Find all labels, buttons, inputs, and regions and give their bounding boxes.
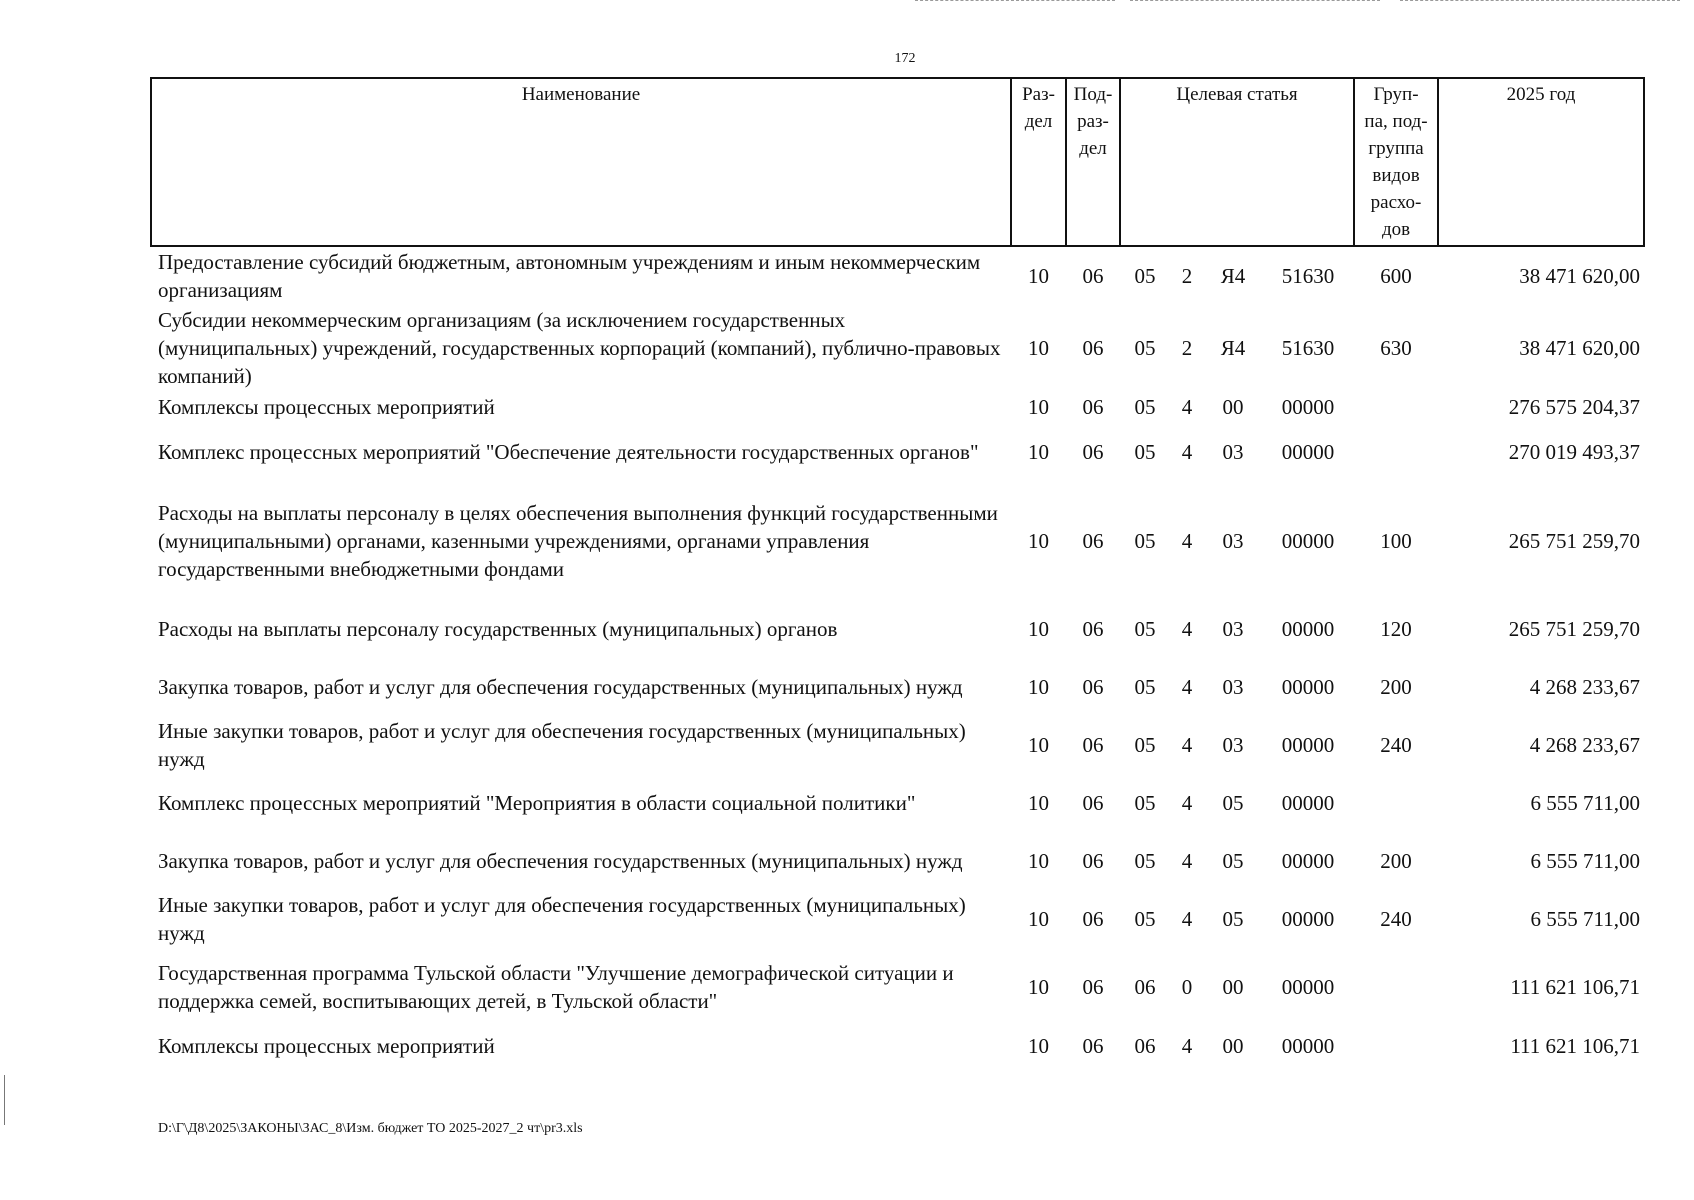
table-row (151, 890, 1644, 948)
row-target-direction: 00000 (1281, 791, 1335, 815)
row-target-program: 05 (1134, 336, 1156, 360)
row-name: Субсидии некоммерческим организациям (за исключением государственных (муниципальных) учреждений, государственных корпораций (компаний), публично-правовых компаний) (158, 308, 1001, 388)
row-target-event: 03 (1222, 675, 1244, 699)
header-target-article: Целевая статья (1120, 78, 1354, 246)
row-target-program: 06 (1134, 1034, 1156, 1058)
row-expense-group (1354, 1026, 1438, 1066)
row-amount: 265 751 259,70 (1508, 529, 1641, 553)
scan-margin-line (4, 1075, 5, 1125)
row-podrazdel: 06 (1082, 440, 1104, 464)
row-target-type: 2 (1181, 336, 1193, 360)
header-razdel: Раз- дел (1011, 78, 1066, 246)
row-target-direction: 00000 (1281, 440, 1335, 464)
row-target-type: 4 (1181, 1034, 1193, 1058)
header-podrazdel: Под- раз- дел (1066, 78, 1120, 246)
row-target-event: 05 (1222, 791, 1244, 815)
row-target-event: 03 (1222, 617, 1244, 641)
row-razdel: 10 (1028, 791, 1049, 815)
row-target-direction: 00000 (1281, 1034, 1335, 1058)
row-target-type: 4 (1181, 733, 1193, 757)
row-target-event: 03 (1222, 529, 1244, 553)
row-target-event: 05 (1222, 907, 1244, 931)
row-podrazdel: 06 (1082, 791, 1104, 815)
row-target-event: 00 (1222, 395, 1244, 419)
row-target-program: 05 (1134, 849, 1156, 873)
budget-table (150, 77, 1645, 1066)
row-podrazdel: 06 (1082, 849, 1104, 873)
row-amount: 6 555 711,00 (1530, 849, 1641, 873)
row-razdel: 10 (1028, 907, 1049, 931)
row-expense-group (1354, 948, 1438, 1026)
row-target-type: 4 (1181, 849, 1193, 873)
row-razdel: 10 (1028, 263, 1049, 288)
row-target-program: 05 (1134, 263, 1156, 288)
table-row (151, 774, 1644, 832)
table-row (151, 832, 1644, 890)
row-expense-group: 240 (1380, 907, 1412, 931)
row-target-event: Я4 (1220, 263, 1246, 288)
row-amount: 38 471 620,00 (1519, 336, 1641, 360)
row-amount: 111 621 106,71 (1510, 975, 1641, 999)
row-expense-group (1354, 774, 1438, 832)
table-row (151, 716, 1644, 774)
row-target-direction: 51630 (1281, 263, 1335, 288)
row-name: Закупка товаров, работ и услуг для обеспечения государственных (муниципальных) нужд (158, 675, 963, 699)
table-row (151, 600, 1644, 658)
row-target-event: 00 (1222, 1034, 1244, 1058)
row-expense-group: 120 (1380, 617, 1412, 641)
row-amount: 4 268 233,67 (1529, 675, 1641, 699)
row-amount: 265 751 259,70 (1508, 617, 1641, 641)
row-amount: 4 268 233,67 (1529, 733, 1641, 757)
row-razdel: 10 (1028, 675, 1049, 699)
row-target-program: 05 (1134, 617, 1156, 641)
row-razdel: 10 (1028, 440, 1049, 464)
row-amount: 6 555 711,00 (1530, 791, 1641, 815)
row-target-direction: 00000 (1281, 395, 1335, 419)
table-row (151, 246, 1644, 304)
row-name: Предоставление субсидий бюджетным, автономным учреждениям и иным некоммерческим организациям (158, 249, 981, 302)
row-target-program: 05 (1134, 733, 1156, 757)
row-name: Комплексы процессных мероприятий (158, 395, 495, 419)
row-expense-group: 240 (1380, 733, 1412, 757)
row-name: Расходы на выплаты персоналу государственных (муниципальных) органов (158, 617, 838, 641)
scan-artifact (915, 0, 1115, 2)
row-name: Иные закупки товаров, работ и услуг для обеспечения государственных (муниципальных) нужд (158, 893, 966, 945)
row-target-program: 05 (1134, 675, 1156, 699)
row-razdel: 10 (1028, 733, 1049, 757)
row-expense-group: 200 (1380, 675, 1412, 699)
row-podrazdel: 06 (1082, 1034, 1104, 1058)
row-name: Комплекс процессных мероприятий "Мероприятия в области социальной политики" (158, 791, 916, 815)
row-expense-group: 630 (1380, 336, 1412, 360)
row-podrazdel: 06 (1082, 263, 1104, 288)
row-razdel: 10 (1028, 1034, 1049, 1058)
row-name: Комплекс процессных мероприятий "Обеспечение деятельности государственных органов" (158, 440, 979, 464)
row-target-event: 03 (1222, 440, 1244, 464)
table-row (151, 948, 1644, 1026)
row-target-type: 4 (1181, 529, 1193, 553)
row-amount: 111 621 106,71 (1510, 1034, 1641, 1058)
table-row (151, 422, 1644, 482)
row-razdel: 10 (1028, 975, 1049, 999)
row-target-direction: 00000 (1281, 907, 1335, 931)
row-amount: 38 471 620,00 (1519, 263, 1641, 288)
row-target-type: 4 (1181, 440, 1193, 464)
row-target-program: 05 (1134, 791, 1156, 815)
row-expense-group (1354, 392, 1438, 422)
scan-artifact (1130, 0, 1380, 2)
row-target-direction: 00000 (1281, 529, 1335, 553)
row-target-program: 05 (1134, 529, 1156, 553)
row-target-direction: 00000 (1281, 617, 1335, 641)
table-header-row (151, 78, 1644, 246)
row-name: Закупка товаров, работ и услуг для обеспечения государственных (муниципальных) нужд (158, 849, 963, 873)
row-name: Расходы на выплаты персоналу в целях обеспечения выполнения функций государственными (муниципальными) органами, казенными учреждениями, органами управления государственными внебюджетными фондами (158, 501, 998, 581)
row-podrazdel: 06 (1082, 617, 1104, 641)
row-target-direction: 00000 (1281, 733, 1335, 757)
footer-file-path: D:\Г\Д8\2025\ЗАКОНЫ\ЗАС_8\Изм. бюджет ТО 2025-2027_2 чт\pr3.xls (158, 1121, 583, 1136)
header-expense-group: Груп- па, под- группа видов расхо- дов (1354, 78, 1438, 246)
row-target-event: Я4 (1220, 336, 1246, 360)
row-amount: 276 575 204,37 (1508, 395, 1641, 419)
header-year-2025: 2025 год (1438, 78, 1644, 246)
row-target-type: 4 (1181, 791, 1193, 815)
row-expense-group: 100 (1380, 529, 1412, 553)
page-number: 172 (894, 51, 916, 66)
row-podrazdel: 06 (1082, 675, 1104, 699)
row-target-direction: 00000 (1281, 675, 1335, 699)
row-target-type: 2 (1181, 263, 1193, 288)
row-target-type: 4 (1181, 907, 1193, 931)
row-expense-group: 200 (1380, 849, 1412, 873)
row-podrazdel: 06 (1082, 529, 1104, 553)
row-target-type: 4 (1181, 675, 1193, 699)
row-expense-group: 600 (1380, 263, 1412, 288)
row-target-event: 03 (1222, 733, 1244, 757)
row-podrazdel: 06 (1082, 907, 1104, 931)
row-podrazdel: 06 (1082, 975, 1104, 999)
row-expense-group (1354, 422, 1438, 482)
row-podrazdel: 06 (1082, 733, 1104, 757)
row-name: Государственная программа Тульской области "Улучшение демографической ситуации и поддержка семей, воспитывающих детей, в Тульской области" (158, 961, 954, 1013)
row-name: Иные закупки товаров, работ и услуг для обеспечения государственных (муниципальных) нужд (158, 719, 966, 771)
row-name: Комплексы процессных мероприятий (158, 1034, 495, 1058)
table-row (151, 658, 1644, 716)
row-target-event: 00 (1222, 975, 1244, 999)
row-amount: 6 555 711,00 (1530, 907, 1641, 931)
table-body (151, 246, 1644, 1066)
row-target-event: 05 (1222, 849, 1244, 873)
row-razdel: 10 (1028, 529, 1049, 553)
row-target-program: 05 (1134, 907, 1156, 931)
row-target-direction: 00000 (1281, 849, 1335, 873)
row-target-type: 0 (1181, 975, 1193, 999)
row-podrazdel: 06 (1082, 395, 1104, 419)
table-row (151, 482, 1644, 600)
row-target-program: 05 (1134, 440, 1156, 464)
row-podrazdel: 06 (1082, 336, 1104, 360)
row-amount: 270 019 493,37 (1508, 440, 1641, 464)
row-target-type: 4 (1181, 395, 1193, 419)
row-razdel: 10 (1028, 849, 1049, 873)
row-target-program: 06 (1134, 975, 1156, 999)
row-razdel: 10 (1028, 395, 1049, 419)
row-target-direction: 00000 (1281, 975, 1335, 999)
row-target-program: 05 (1134, 395, 1156, 419)
table-row (151, 1026, 1644, 1066)
table-row (151, 304, 1644, 392)
row-razdel: 10 (1028, 336, 1049, 360)
row-target-direction: 51630 (1281, 336, 1335, 360)
row-target-type: 4 (1181, 617, 1193, 641)
header-name: Наименование (151, 78, 1011, 246)
table-row (151, 392, 1644, 422)
row-razdel: 10 (1028, 617, 1049, 641)
scan-artifact (1400, 0, 1680, 2)
